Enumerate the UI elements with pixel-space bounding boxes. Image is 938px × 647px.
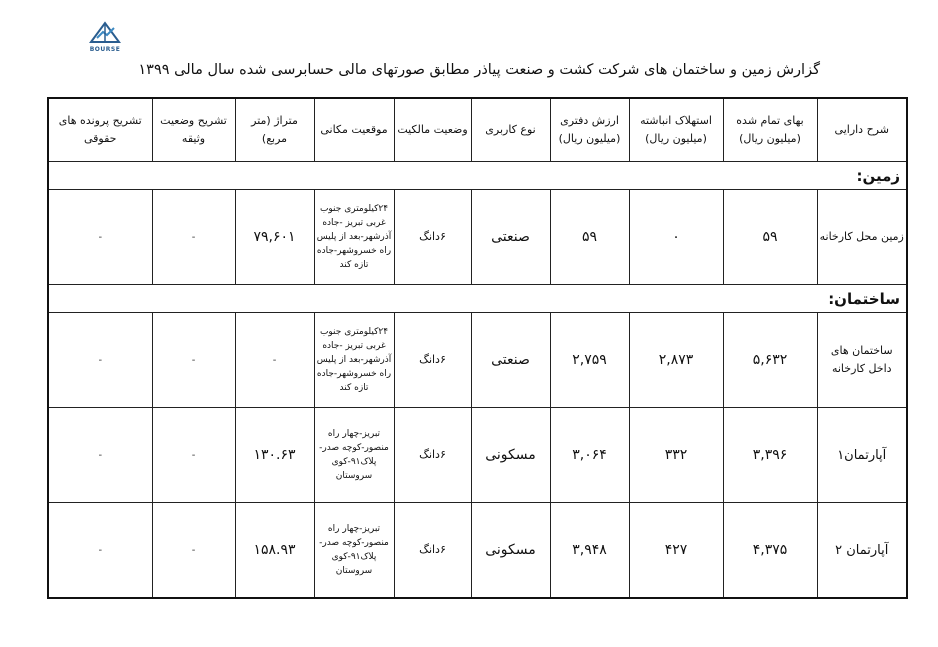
cell-ownership: ۶دانگ <box>394 503 471 599</box>
table-header-row <box>48 98 907 162</box>
header-asset: شرح دارایی <box>817 98 907 162</box>
cell-asset: زمین محل کارخانه <box>817 190 907 285</box>
cell-area: - <box>235 313 314 408</box>
assets-table <box>47 97 908 599</box>
cell-area: ۱۵۸.۹۳ <box>235 503 314 599</box>
header-cost: بهای تمام شده (میلیون ریال) <box>723 98 817 162</box>
cell-area: ۷۹,۶۰۱ <box>235 190 314 285</box>
cell-cost: ۵,۶۳۲ <box>723 313 817 408</box>
cell-ownership: ۶دانگ <box>394 408 471 503</box>
cell-depreciation: ۲,۸۷۳ <box>629 313 723 408</box>
section-label-land: زمین: <box>48 162 907 190</box>
cell-usage: صنعتی <box>471 190 550 285</box>
table-row <box>48 408 907 503</box>
header-location: موقعیت مکانی <box>314 98 394 162</box>
cell-book-value: ۳,۹۴۸ <box>550 503 629 599</box>
header-legal: تشریح پرونده های حقوقی <box>48 98 152 162</box>
header-depreciation: استهلاک انباشته (میلیون ریال) <box>629 98 723 162</box>
cell-cost: ۴,۳۷۵ <box>723 503 817 599</box>
table-row <box>48 313 907 408</box>
cell-asset: آپارتمان ۲ <box>817 503 907 599</box>
report-title: گزارش زمین و ساختمان های شرکت کشت و صنعت پیاذر مطابق صورتهای مالی حسابرسی شده سال مالی ۱۳۹۹ <box>138 62 820 78</box>
cell-usage: مسکونی <box>471 503 550 599</box>
header-book-value: ارزش دفتری (میلیون ریال) <box>550 98 629 162</box>
cell-legal: - <box>48 503 152 599</box>
table-row <box>48 503 907 599</box>
cell-depreciation: ۰ <box>629 190 723 285</box>
cell-ownership: ۶دانگ <box>394 190 471 285</box>
cell-asset: آپارتمان۱ <box>817 408 907 503</box>
cell-cost: ۵۹ <box>723 190 817 285</box>
cell-book-value: ۲,۷۵۹ <box>550 313 629 408</box>
cell-collateral: - <box>152 190 235 285</box>
cell-cost: ۳,۳۹۶ <box>723 408 817 503</box>
cell-collateral: - <box>152 408 235 503</box>
cell-legal: - <box>48 408 152 503</box>
cell-area: ۱۳۰.۶۳ <box>235 408 314 503</box>
bourse-logo <box>78 20 132 60</box>
cell-book-value: ۵۹ <box>550 190 629 285</box>
header-ownership: وضعیت مالکیت <box>394 98 471 162</box>
header-area: متراژ (متر مربع) <box>235 98 314 162</box>
logo-brand-text: BOURSE <box>89 46 121 53</box>
cell-collateral: - <box>152 313 235 408</box>
section-row-land <box>48 162 907 190</box>
cell-depreciation: ۳۳۲ <box>629 408 723 503</box>
cell-usage: صنعتی <box>471 313 550 408</box>
cell-book-value: ۳,۰۶۴ <box>550 408 629 503</box>
cell-depreciation: ۴۲۷ <box>629 503 723 599</box>
cell-legal: - <box>48 313 152 408</box>
cell-location: تبریز-چهار راه منصور-کوچه صدر-پلاک۹۱-کوی سروستان <box>314 408 394 503</box>
cell-ownership: ۶دانگ <box>394 313 471 408</box>
cell-collateral: - <box>152 503 235 599</box>
cell-location: ۲۴کیلومتری جنوب غربی تبریز -جاده آذرشهر-بعد از پلیس راه خسروشهر-جاده تازه کند <box>314 313 394 408</box>
cell-usage: مسکونی <box>471 408 550 503</box>
section-label-buildings: ساختمان: <box>48 285 907 313</box>
table-row <box>48 190 907 285</box>
header-collateral: تشریح وضعیت وثیقه <box>152 98 235 162</box>
header-usage: نوع کاربری <box>471 98 550 162</box>
cell-location: ۲۴کیلومتری جنوب غربی تبریز -جاده آذرشهر-بعد از پلیس راه خسروشهر-جاده تازه کند <box>314 190 394 285</box>
cell-legal: - <box>48 190 152 285</box>
cell-asset: ساختمان های داخل کارخانه <box>817 313 907 408</box>
section-row-buildings <box>48 285 907 313</box>
cell-location: تبریز-چهار راه منصور-کوچه صدر-پلاک۹۱-کوی سروستان <box>314 503 394 599</box>
bourse-logo-icon <box>87 20 123 46</box>
